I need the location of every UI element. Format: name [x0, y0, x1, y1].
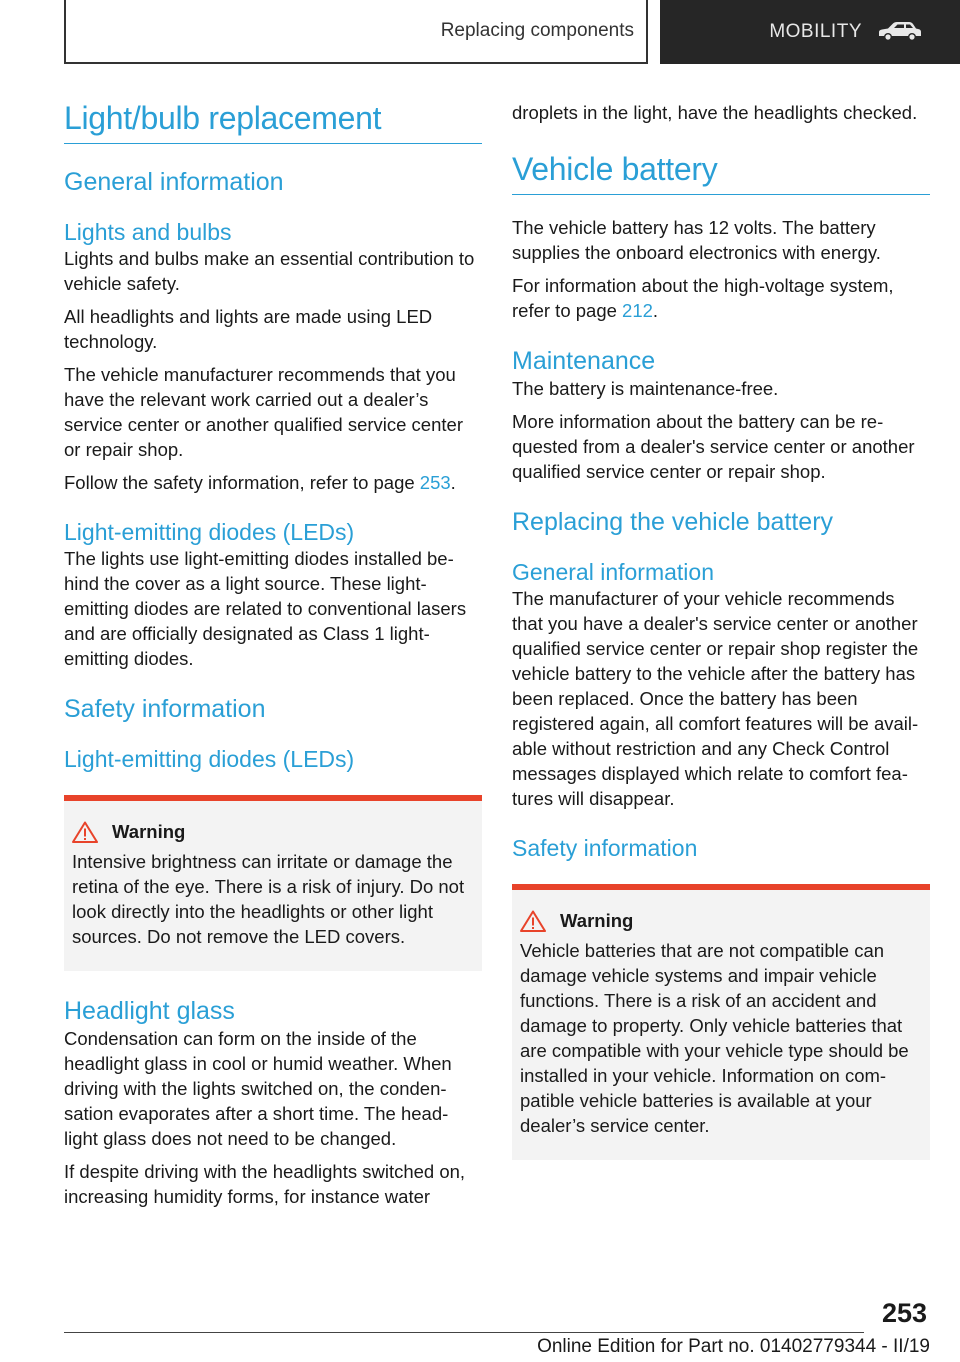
heading-maintenance: Maintenance	[512, 347, 656, 375]
footer-edition: Online Edition for Part no. 01402779344 - II/19	[537, 1336, 930, 1357]
paragraph-maintenance-1: The battery is maintenance-free.	[512, 378, 779, 399]
paragraph-lights-4	[64, 470, 482, 495]
header-chapter-box	[660, 0, 960, 64]
heading-replacing-battery: Replacing the vehicle battery	[512, 508, 834, 536]
heading-replace-general: General information	[512, 559, 714, 585]
text-refer: For information about the high-voltage system, refer to page	[512, 275, 894, 321]
page-link-253[interactable]: 253	[419, 472, 451, 493]
paragraph-battery-2	[512, 273, 930, 323]
text-refer: Follow the safety information, refer to page	[64, 472, 420, 493]
section-title-light-bulb: Light/bulb replacement	[64, 100, 482, 144]
paragraph-replace: The manufacturer of your vehicle recommends that you have a dealer's service center or another qualified service center or repair shop register the vehicle battery to the vehicle after the battery has been replaced. Once the battery has been registered again, all comfort features will be avail-able without restriction and any Check Control messages displayed which relate to comfort fea-tures will disappear.	[512, 588, 919, 809]
text-period: .	[652, 300, 659, 321]
warning-header	[520, 910, 922, 932]
heading-lights-and-bulbs: Lights and bulbs	[64, 219, 232, 245]
page-number: 253	[881, 1298, 927, 1328]
warning-triangle-icon	[72, 821, 98, 843]
heading-led: Light-emitting diodes (LEDs)	[64, 519, 355, 545]
heading-battery-safety: Safety information	[512, 835, 698, 861]
warning-title: Warning	[560, 910, 634, 931]
page-link-212[interactable]: 212	[622, 300, 653, 321]
heading-safety-led: Light-emitting diodes (LEDs)	[64, 746, 355, 772]
footer-divider	[64, 1332, 864, 1333]
header-section-title: Replacing components	[440, 20, 634, 41]
right-column	[512, 100, 930, 1160]
warning-triangle-icon	[520, 910, 546, 932]
header-section-box	[64, 0, 648, 64]
heading-safety-information: Safety information	[64, 695, 266, 723]
paragraph-glass-1: Condensation can form on the inside of the headlight glass in cool or humid weather. When driving with the lights switched on, the conden-sation evaporates after a short time. The head-light glass does not need to be changed.	[64, 1028, 452, 1149]
paragraph-continued: droplets in the light, have the headlights checked.	[512, 102, 918, 123]
heading-headlight-glass: Headlight glass	[64, 997, 235, 1025]
paragraph-lights-2: All headlights and lights are made using LED technology.	[64, 306, 433, 352]
heading-general-information: General information	[64, 168, 284, 196]
warning-box-battery	[512, 884, 930, 1160]
paragraph-maintenance-2: More information about the battery can be re-quested from a dealer's service center or another qualified service center or repair shop.	[512, 411, 915, 482]
text-period: .	[450, 472, 456, 493]
warning-header	[72, 821, 474, 843]
paragraph-led: The lights use light-emitting diodes installed be-hind the cover as a light source. These light-emitting diodes are related to conventional lasers and are officially designated as Class 1 light-emitting diodes.	[64, 548, 467, 669]
paragraph-battery-1: The vehicle battery has 12 volts. The battery supplies the onboard electronics with energy.	[512, 217, 881, 263]
warning-text-led: Intensive brightness can irritate or damage the retina of the eye. There is a risk of injury. Do not look directly into the headlights or other light sources. Do not remove the LED covers.	[72, 851, 465, 947]
left-column	[64, 100, 482, 1209]
paragraph-lights-3: The vehicle manufacturer recommends that you have the relevant work carried out a dealer’s service center or another qualified service center or repair shop.	[64, 364, 463, 460]
paragraph-lights-1: Lights and bulbs make an essential contribution to vehicle safety.	[64, 248, 475, 294]
section-title-vehicle-battery: Vehicle battery	[512, 151, 930, 195]
car-icon	[876, 21, 924, 43]
warning-title: Warning	[112, 821, 186, 842]
warning-box-led	[64, 795, 482, 971]
paragraph-glass-2: If despite driving with the headlights switched on, increasing humidity forms, for instance water	[64, 1161, 466, 1207]
warning-text-battery: Vehicle batteries that are not compatible can damage vehicle systems and impair vehicle functions. There is a risk of an accident and damage to property. Only vehicle batteries that are compatible with your vehicle type should be installed in your vehicle. Information on com-patible vehicle batteries is available at your dealer’s service center.	[520, 940, 909, 1136]
header-chapter-title: MOBILITY	[769, 21, 862, 42]
